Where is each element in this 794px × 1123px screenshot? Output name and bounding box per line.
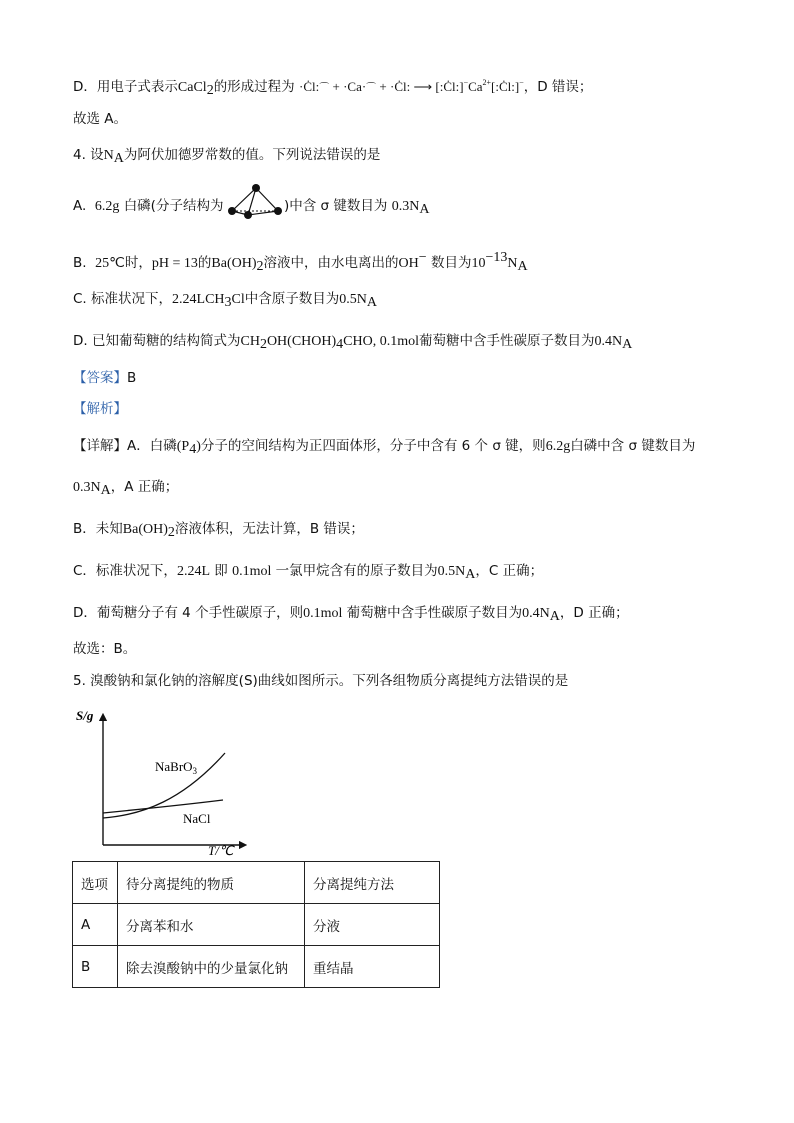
table-header-row bbox=[73, 862, 440, 904]
detail-a-line1: 【详解】A．白磷(P4)分子的空间结构为正四面体形，分子中含有 6 个 σ 键，则6.2g白磷中含 σ 键数目为 bbox=[73, 438, 696, 457]
table-header: 分离提纯方法 bbox=[305, 862, 440, 904]
y-axis-label: S/g bbox=[76, 708, 94, 723]
detail-a-line2: 0.3NA，A 正确； bbox=[73, 479, 179, 498]
q4-option-a-tail: )中含 σ 键数目为 0.3NA bbox=[284, 198, 430, 217]
detail-c: C．标准状况下，2.24L 即 0.1mol 一氯甲烷含有的原子数目为0.5NA，C 正确； bbox=[73, 563, 544, 582]
tetrahedron-icon bbox=[226, 182, 286, 220]
table-cell: 除去溴酸钠中的少量氯化钠 bbox=[118, 946, 305, 988]
table-row bbox=[73, 946, 440, 988]
table-header: 选项 bbox=[73, 862, 118, 904]
table-cell: 分离苯和水 bbox=[118, 904, 305, 946]
option-d-line: D．用电子式表示CaCl2的形成过程为 ·Ċl:⌒ + ·Ca·⌒ + ·Ċl: ⟶ $[:Ċl:]^-Ca^{2+}[:Ċl:]^-$，D 错误； bbox=[73, 78, 593, 98]
table-row bbox=[73, 904, 440, 946]
q4-option-b: B. 25℃时，pH = 13的Ba(OH)2溶液中，由水电离出的OH− 数目为10−13NA bbox=[73, 250, 528, 274]
q4-stem: 4. 设NA为阿伏加德罗常数的值。下列说法错误的是 bbox=[73, 147, 381, 166]
nacl-label: NaCl bbox=[183, 811, 211, 826]
options-table bbox=[72, 861, 440, 988]
q4-option-a: A. 6.2g 白磷(分子结构为 bbox=[73, 198, 224, 214]
detail-d: D．葡萄糖分子有 4 个手性碳原子，则0.1mol 葡萄糖中含手性碳原子数目为0.4NA，D 正确； bbox=[73, 605, 629, 624]
analysis-label: 【解析】 bbox=[73, 401, 127, 417]
q4-option-c: C. 标准状况下，2.24LCH3Cl中含原子数目为0.5NA bbox=[73, 291, 377, 310]
table-cell: 重结晶 bbox=[305, 946, 440, 988]
choose-a: 故选 A。 bbox=[73, 111, 128, 127]
table-cell: 分液 bbox=[305, 904, 440, 946]
nabro3-label: NaBrO$_3$ bbox=[155, 759, 198, 776]
table-cell: A bbox=[73, 904, 118, 946]
table-header: 待分离提纯的物质 bbox=[118, 862, 305, 904]
x-axis-label: T/℃ bbox=[208, 843, 234, 857]
q5-stem: 5. 溴酸钠和氯化钠的溶解度(S)曲线如图所示。下列各组物质分离提纯方法错误的是 bbox=[73, 673, 569, 689]
q4-option-d: D. 已知葡萄糖的结构简式为CH2OH(CHOH)4CHO, 0.1mol葡萄糖中含手性碳原子数目为0.4NA bbox=[73, 333, 633, 352]
answer-line: 【答案】B bbox=[73, 370, 137, 386]
solubility-graph bbox=[73, 705, 253, 857]
choose-b: 故选：B。 bbox=[73, 641, 137, 657]
electron-formula-equation: ·Ċl:⌒ + ·Ca·⌒ + ·Ċl: ⟶ $[:Ċl:]^-Ca^{2+}[:Ċl:]^-$ bbox=[298, 78, 524, 94]
detail-b: B．未知Ba(OH)2溶液体积，无法计算，B 错误； bbox=[73, 521, 364, 540]
table-cell: B bbox=[73, 946, 118, 988]
